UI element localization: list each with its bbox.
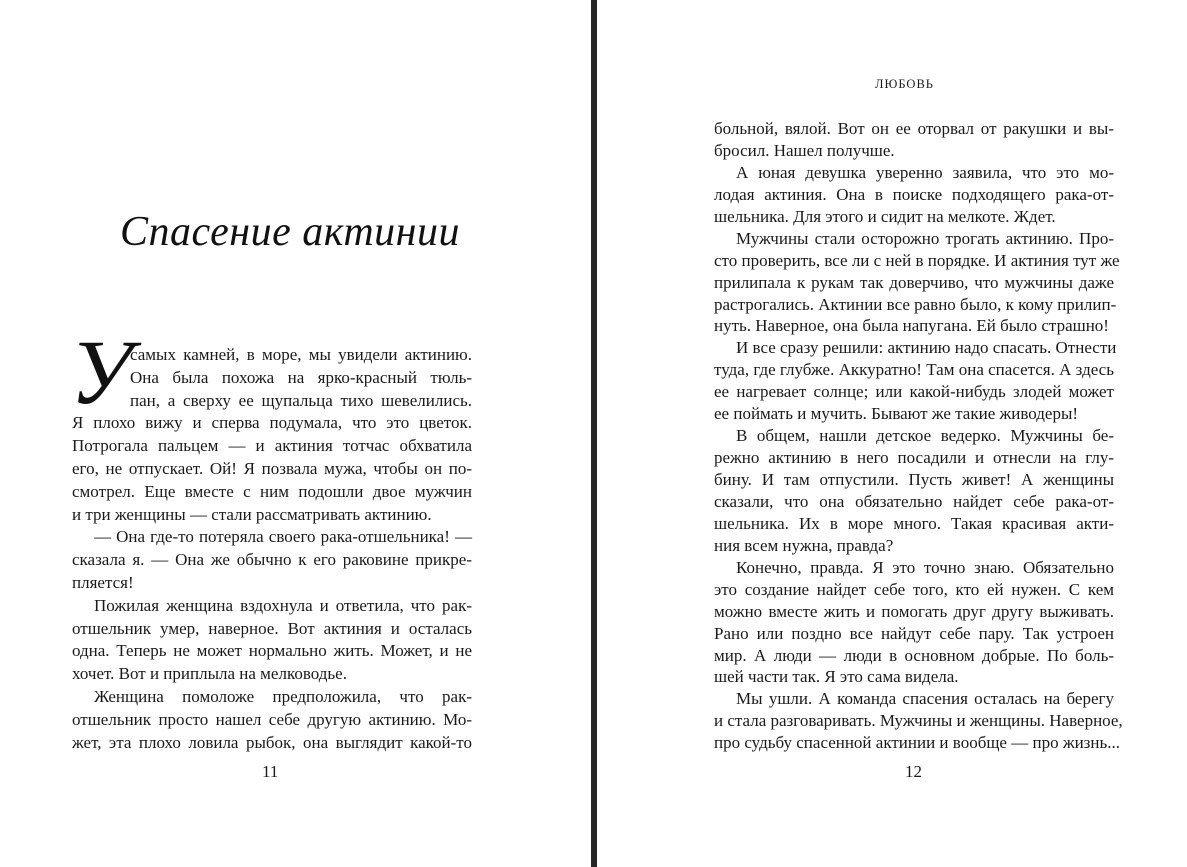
drop-cap: У: [70, 321, 132, 423]
text-line: больной, вялой. Вот он ее оторвал от ракушки и вы-: [714, 119, 1114, 138]
text-line: самых камней, в море, мы увидели актинию.: [130, 345, 472, 364]
text-line: шельника. Для этого и сидит на мелкоте. Ждет.: [714, 206, 1056, 226]
text-line: Пожилая женщина вздохнула и ответила, что рак-: [94, 595, 472, 615]
text-line: прилипала к рукам так доверчиво, что мужчины даже: [714, 272, 1114, 292]
text-line: хочет. Вот и приплыла на мелководье.: [72, 664, 347, 684]
text-line: Мужчины стали осторожно трогать актинию. Про-: [736, 228, 1114, 248]
text-line: сказала я. — Она же обычно к его раковине прикре-: [72, 550, 472, 570]
text-line: шей части так. Я это сама видела.: [714, 667, 959, 687]
text-line: В общем, нашли детское ведерко. Мужчины бе-: [736, 426, 1114, 446]
text-line: пан, а сверху ее щупальца тихо шевелились.: [130, 390, 472, 410]
text-line: его, не отпускает. Ой! Я позвала мужа, чтобы он по-: [72, 458, 472, 478]
text-line: отшельник умер, наверное. Вот актиния и осталась: [72, 618, 472, 638]
text-line: растрогались. Актинии все равно было, к кому прилип-: [714, 294, 1117, 314]
text-line: И все сразу решили: актинию надо спасать. Отнести: [736, 338, 1117, 358]
text-line: Конечно, правда. Я это точно знаю. Обязательно: [736, 557, 1114, 577]
text-line: отшельник просто нашел себе другую актинию. Мо-: [72, 709, 472, 729]
text-line: смотрел. Еще вместе с ним подошли двое мужчин: [72, 481, 472, 501]
text-line: Рано или поздно все найдут себе пару. Так устроен: [714, 623, 1114, 643]
text-line: мир. А люди — люди в основном добрые. По боль-: [714, 645, 1114, 665]
text-line: бросил. Нашел получше.: [714, 140, 895, 160]
text-line: и стала разговаривать. Мужчины и женщины. Наверное,: [714, 711, 1123, 731]
text-line: можно вместе жить и помогать друг другу выживать.: [714, 601, 1114, 621]
text-line: ее нагревает солнце; или какой-нибудь злодей может: [714, 382, 1114, 402]
text-line: лодая актиния. Она в поиске подходящего рака-от-: [714, 184, 1114, 204]
text-line: Она была похожа на ярко-красный тюль-: [130, 367, 472, 387]
text-line: — Она где-то потеряла своего рака-отшельника! —: [94, 527, 472, 547]
text-line: Мы ушли. А команда спасения осталась на берегу: [736, 689, 1114, 709]
text-line: А юная девушка уверенно заявила, что это мо-: [736, 162, 1114, 182]
text-line: жет, эта плохо ловила рыбок, она выглядит какой-то: [72, 732, 472, 752]
left-page-text: [72, 344, 472, 754]
text-line: про судьбу спасенной актинии и вообще — про жизнь...: [714, 733, 1120, 753]
text-line: нуть. Наверное, она была напугана. Ей было страшно!: [714, 316, 1109, 336]
left-page: [0, 0, 590, 867]
page-number: 12: [905, 762, 922, 781]
text-line: ния всем нужна, правда?: [714, 535, 894, 555]
running-head: ЛЮБОВЬ: [875, 77, 934, 91]
text-line: Я плохо вижу и сперва подумала, что это цветок.: [72, 413, 472, 433]
text-line: сто проверить, все ли с ней в порядке. И актиния тут же: [714, 250, 1120, 270]
text-line: режно актинию в него посадили и отнесли на глу-: [714, 448, 1114, 468]
text-line: туда, где глубже. Аккуратно! Там она спасется. А здесь: [714, 360, 1114, 380]
text-line: Женщина помоложе предположила, что рак-: [94, 686, 472, 706]
right-page-text: [714, 118, 1123, 754]
right-page: [598, 0, 1187, 867]
text-line: и три женщины — стали рассматривать актинию.: [72, 504, 432, 524]
text-line: это создание найдет себе того, кто ей нужен. С кем: [714, 579, 1114, 599]
text-line: одна. Теперь не может нормально жить. Может, и не: [72, 641, 472, 661]
page-number: 11: [262, 762, 279, 781]
text-line: пляется!: [72, 572, 134, 592]
text-line: ее поймать и мучить. Бывают же такие живодеры!: [714, 404, 1079, 424]
text-line: шельника. Их в море много. Такая красивая акти-: [714, 513, 1114, 533]
text-line: бину. И там отпустили. Пусть живет! А женщины: [714, 470, 1114, 489]
chapter-title: Спасение актинии: [120, 209, 460, 255]
text-line: сказали, что она обязательно найдет себе рака-от-: [714, 491, 1114, 511]
text-line: Потрогала пальцем — и актиния тотчас обхватила: [72, 436, 472, 456]
book-spine-divider: [591, 0, 597, 867]
